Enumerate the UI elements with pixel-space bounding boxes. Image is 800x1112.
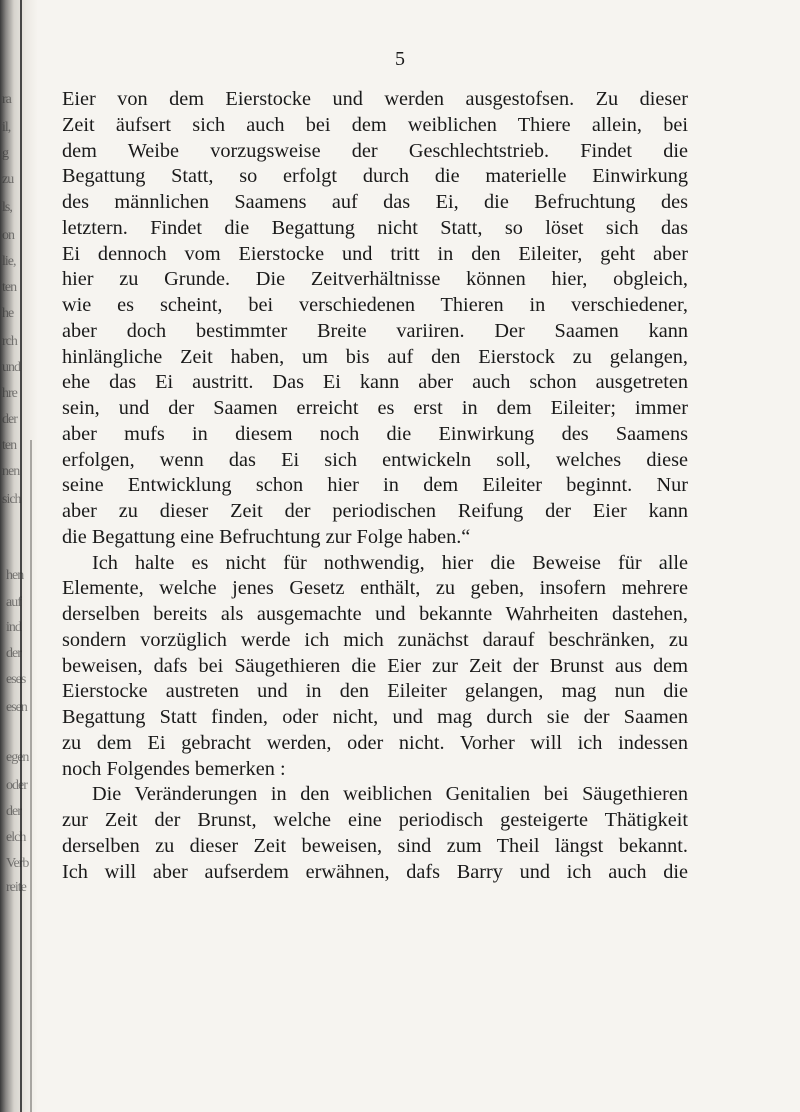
text-line: Ich will aber aufserdem erwähnen, dafs Barry und ich auch die: [62, 860, 688, 883]
text-line: hinlängliche Zeit haben, um bis auf den Eierstock zu gelangen,: [62, 345, 688, 368]
text-line: seine Entwicklung schon hier in dem Eileiter beginnt. Nur: [62, 474, 688, 497]
text-line: Ich halte es nicht für nothwendig, hier die Beweise für alle: [92, 551, 688, 574]
text-line: erfolgen, wenn das Ei sich entwickeln soll, welches diese: [62, 448, 688, 471]
text-line: Elemente, welche jenes Gesetz enthält, zu geben, insofern mehrere: [62, 577, 688, 600]
binding-edge-line-secondary: [30, 440, 32, 1112]
text-line: dem Weibe vorzugsweise der Geschlechtstrieb. Findet die: [62, 139, 688, 162]
text-line: letztern. Findet die Begattung nicht Statt, so löset sich das: [62, 216, 688, 239]
text-line: noch Folgendes bemerken :: [62, 757, 286, 780]
text-line: hier zu Grunde. Die Zeitverhältnisse können hier, obgleich,: [62, 268, 688, 291]
text-line: Eierstocke austreten und in den Eileiter gelangen, mag nun die: [62, 680, 688, 703]
text-line: des männlichen Saamens auf das Ei, die Befruchtung des: [62, 191, 688, 213]
text-line: zu dem Ei gebracht werden, oder nicht. Vorher will ich indessen: [62, 731, 688, 754]
text-line: ehe das Ei austritt. Das Ei kann aber auch schon ausgetreten: [62, 371, 688, 394]
text-line: Die Veränderungen in den weiblichen Genitalien bei Säugethieren: [92, 783, 688, 806]
text-line: Eier von dem Eierstocke und werden ausgestofsen. Zu dieser: [62, 88, 688, 110]
bleed-fragment: zu: [2, 172, 14, 187]
body-text: [62, 87, 688, 885]
text-line: beweisen, dafs bei Säugethieren die Eier zur Zeit der Brunst aus dem: [62, 654, 688, 677]
bleed-fragment: ls,: [2, 200, 12, 215]
bleed-fragment: elch: [6, 830, 26, 845]
bleed-fragment: lie,: [2, 254, 16, 269]
bleed-fragment: der: [6, 646, 21, 661]
text-line: sein, und der Saamen erreicht es erst in dem Eileiter; immer: [62, 397, 688, 419]
bleed-fragment: und: [2, 360, 20, 375]
page-number: 5: [395, 48, 405, 70]
binding-gutter: [0, 0, 38, 1112]
text-line: derselben zu dieser Zeit beweisen, sind zum Theil längst bekannt.: [62, 834, 688, 857]
text-line: zur Zeit der Brunst, welche eine periodisch gesteigerte Thätigkeit: [62, 809, 688, 831]
bleed-fragment: egen: [6, 750, 29, 765]
text-line: aber mufs in diesem noch die Einwirkung des Saamens: [62, 422, 688, 445]
text-line: Begattung Statt finden, oder nicht, und mag durch sie der Saamen: [62, 706, 688, 728]
bleed-fragment: der: [6, 804, 21, 819]
bleed-fragment: il,: [2, 120, 11, 135]
bleed-fragment: der: [2, 412, 17, 427]
bleed-fragment: Verb: [6, 856, 29, 871]
bleed-fragment: reite: [6, 880, 26, 895]
bleed-fragment: ten: [2, 280, 17, 295]
bleed-fragment: ind: [6, 620, 21, 635]
text-line: aber doch bestimmter Breite variiren. Der Saamen kann: [62, 319, 688, 342]
text-line: Begattung Statt, so erfolgt durch die materielle Einwirkung: [62, 165, 688, 188]
text-line: sondern vorzüglich werde ich mich zunächst darauf beschränken, zu: [62, 628, 688, 651]
bleed-fragment: ten: [2, 438, 17, 453]
bleed-fragment: esen: [6, 700, 27, 715]
bleed-fragment: hen: [6, 568, 24, 583]
text-line: Zeit äufsert sich auch bei dem weiblichen Thiere allein, bei: [62, 113, 688, 136]
text-line: wie es scheint, bei verschiedenen Thieren in verschiedener,: [62, 294, 688, 316]
bleed-fragment: he: [2, 306, 14, 321]
bleed-fragment: ra: [2, 92, 11, 107]
bleed-fragment: rch: [2, 334, 17, 349]
bleed-fragment: nen: [2, 464, 20, 479]
text-line: aber zu dieser Zeit der periodischen Reifung der Eier kann: [62, 500, 688, 522]
text-line: Ei dennoch vom Eierstocke und tritt in den Eileiter, geht aber: [62, 242, 688, 265]
bleed-fragment: sich: [2, 492, 21, 507]
bleed-fragment: g: [2, 146, 8, 161]
bleed-fragment: auf: [6, 595, 21, 610]
bleed-fragment: eses: [6, 672, 26, 687]
binding-edge-line: [20, 0, 22, 1112]
bleed-fragment: oder: [6, 778, 27, 793]
bleed-fragment: hre: [2, 386, 17, 401]
bleed-fragment: on: [2, 228, 14, 243]
text-line: die Begattung eine Befruchtung zur Folge haben.“: [62, 525, 471, 548]
text-line: derselben bereits als ausgemachte und bekannte Wahrheiten dastehen,: [62, 603, 688, 625]
